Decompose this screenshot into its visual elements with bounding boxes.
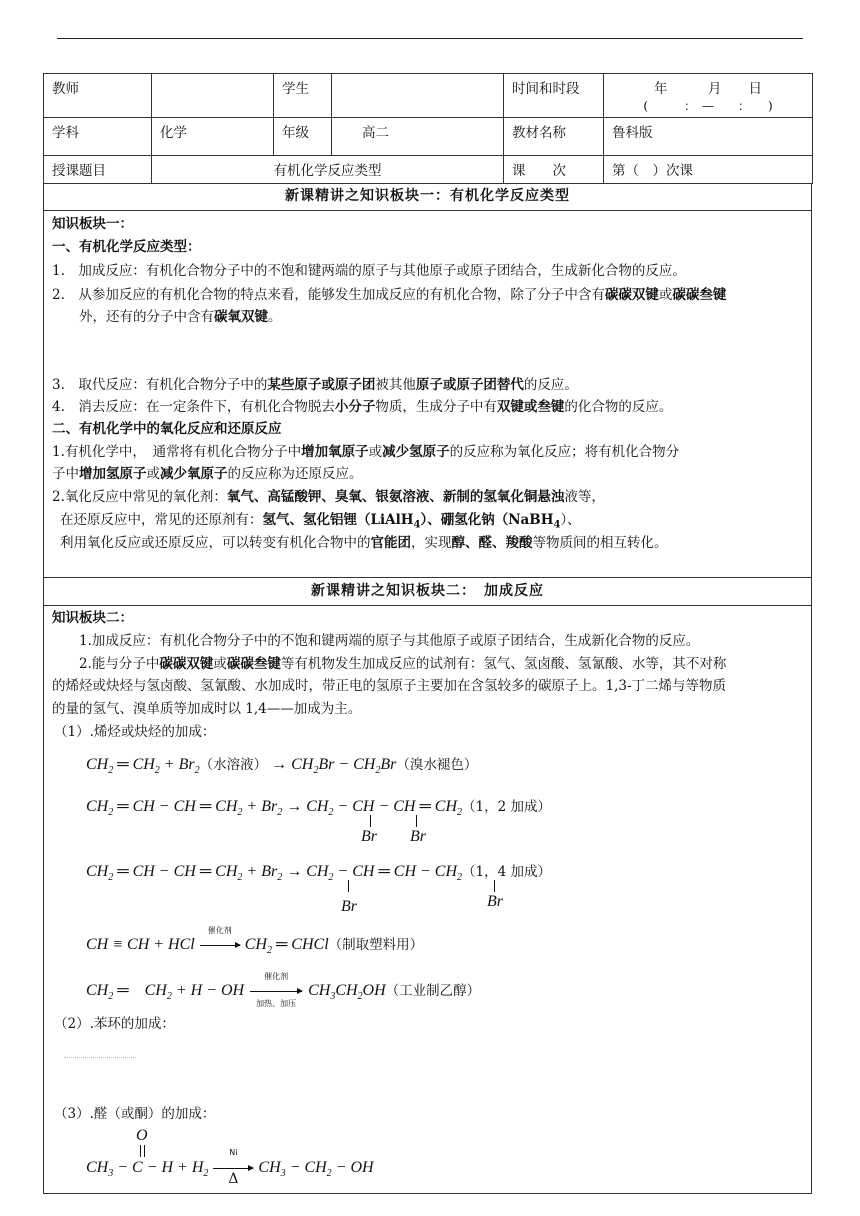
formula-acetylene-hcl: CH ≡ CH + HCl 催化剂 $CH_2$ ═ CHCl（制取塑料用） xyxy=(86,926,424,957)
formula-aldehyde-h2: $CH_3 - C - H + H_2$ Ni Δ $CH_3 - CH_2$ − OH xyxy=(86,1148,374,1187)
kb1-p2-cont: 外，还有的分子中含有碳氧双键。 xyxy=(79,309,282,325)
double-bond xyxy=(140,1145,145,1157)
lesson-info-table xyxy=(43,73,813,184)
formula-butadiene-14: $CH_2$ ═ CH − CH ═ $CH_2 + Br_2 \to CH_2$ − CH ═ CH − $CH_2(1$，4 加成） xyxy=(86,863,552,884)
lesson-label: 课 次 xyxy=(504,156,604,184)
section1-body xyxy=(43,211,812,578)
student-label: 学生 xyxy=(274,74,332,118)
kb2-r3: 的烯烃或炔烃与氢卤酸、氢氰酸、水加成时，带正电的氢原子主要加在含氢较多的碳原子上。1,3-丁二烯与等物质 xyxy=(52,678,727,694)
oxygen-label: O xyxy=(136,1127,148,1144)
topic-label: 授课题目 xyxy=(44,156,152,184)
formula-butadiene-12: $CH_2$ ═ CH − CH ═ $CH_2 + Br_2 \to CH_2$ − CH − CH ═ $CH_2(1$，2 加成） xyxy=(86,798,552,819)
subject-value: 化学 xyxy=(152,118,274,156)
time-value[interactable] xyxy=(604,74,813,118)
formula-ethylene-water: $CH_2$ ═ $CH_2 + H$ − OH 催化剂 加热、加压 $CH_3CH_2OH$（工业制乙醇） xyxy=(86,972,481,1008)
kb1-heading2: 二、有机化学中的氧化反应和还原反应 xyxy=(52,421,282,437)
teacher-label: 教师 xyxy=(44,74,152,118)
kb1-label: 知识板块一： xyxy=(52,216,133,232)
subject-label: 学科 xyxy=(44,118,152,156)
kb1-q1: 1.有机化学中， 通常将有机化合物分子中增加氧原子或减少氢原子的反应称为氧化反应；将有机化合物分 xyxy=(52,444,680,460)
br-label: Br xyxy=(361,828,377,845)
bond-line xyxy=(370,815,371,827)
formula-ethylene-bromine: $CH_2$ ═ $CH_2 + Br_2$（水溶液） → $CH_2Br - CH_2Br$（溴水褪色） xyxy=(86,756,478,777)
lesson-value: 第（ ）次课 xyxy=(604,156,813,184)
kb2-r4: 的量的氢气、溴单质等加成时以 1,4——加成为主。 xyxy=(52,701,362,717)
grade-label: 年级 xyxy=(274,118,332,156)
br-label: Br xyxy=(341,898,357,915)
header-rule xyxy=(57,38,803,39)
section2-body xyxy=(43,605,812,1194)
teacher-value[interactable] xyxy=(152,74,274,118)
kb2-s1: （1）.烯烃或炔烃的加成： xyxy=(54,724,216,740)
bond-line xyxy=(416,815,417,827)
time-line: ( ： — ： ) xyxy=(643,99,773,113)
kb1-q1-cont: 子中增加氢原子或减少氧原子的反应称为还原反应。 xyxy=(52,466,363,482)
topic-value: 有机化学反应类型 xyxy=(152,156,504,184)
kb1-q3: 在还原反应中，常见的还原剂有：氢气、氢化铝锂（LiAlH$_4$）、硼氢化钠（NaBH$_4$）、 xyxy=(60,512,581,531)
benzene-placeholder xyxy=(64,1057,136,1058)
textbook-value: 鲁科版 xyxy=(604,118,813,156)
kb1-q4: 利用氧化反应或还原反应，可以转变有机化合物中的官能团，实现醇、醛、羧酸等物质间的相互转化。 xyxy=(60,535,668,551)
br-label: Br xyxy=(487,893,503,910)
kb1-p1: 1. 加成反应：有机化合物分子中的不饱和键两端的原子与其他原子或原子团结合，生成新化合物的反应。 xyxy=(52,263,686,279)
kb1-p3: 3. 取代反应：有机化合物分子中的某些原子或原子团被其他原子或原子团替代的反应。 xyxy=(52,377,578,393)
student-value[interactable] xyxy=(332,74,504,118)
kb2-r1: 1.加成反应：有机化合物分子中的不饱和键两端的原子与其他原子或原子团结合，生成新化合物的反应。 xyxy=(79,633,700,649)
kb2-r2: 2.能与分子中碳碳双键或碳碳叁键等有机物发生加成反应的试剂有：氢气、氢卤酸、氢氰酸、水等，其不对称 xyxy=(79,656,727,672)
time-label: 时间和时段 xyxy=(504,74,604,118)
kb2-s3: （3）.醛（或酮）的加成： xyxy=(54,1106,216,1122)
kb1-p4: 4. 消去反应：在一定条件下，有机化合物脱去小分子物质，生成分子中有双键或叁键的化合物的反应。 xyxy=(52,399,673,415)
section1-title: 新课精讲之知识板块一：有机化学反应类型 xyxy=(43,183,812,211)
kb2-s2: （2）.苯环的加成： xyxy=(54,1016,175,1032)
kb1-q2: 2.氧化反应中常见的氧化剂：氧气、高锰酸钾、臭氧、银氨溶液、新制的氢氧化铜悬浊液等， xyxy=(52,489,605,505)
kb2-label: 知识板块二： xyxy=(52,610,133,626)
section2-title: 新课精讲之知识板块二： 加成反应 xyxy=(43,577,812,606)
textbook-label: 教材名称 xyxy=(504,118,604,156)
date-line: 年 月 日 xyxy=(654,81,762,97)
grade-value: 高二 xyxy=(332,118,504,156)
bond-line xyxy=(348,880,349,892)
kb1-p2: 2. 从参加反应的有机化合物的特点来看，能够发生加成反应的有机化合物，除了分子中含有碳碳双键或碳碳叁键 xyxy=(52,287,727,303)
kb1-heading1: 一、有机化学反应类型： xyxy=(52,239,201,255)
bond-line xyxy=(494,880,495,892)
br-label: Br xyxy=(410,828,426,845)
